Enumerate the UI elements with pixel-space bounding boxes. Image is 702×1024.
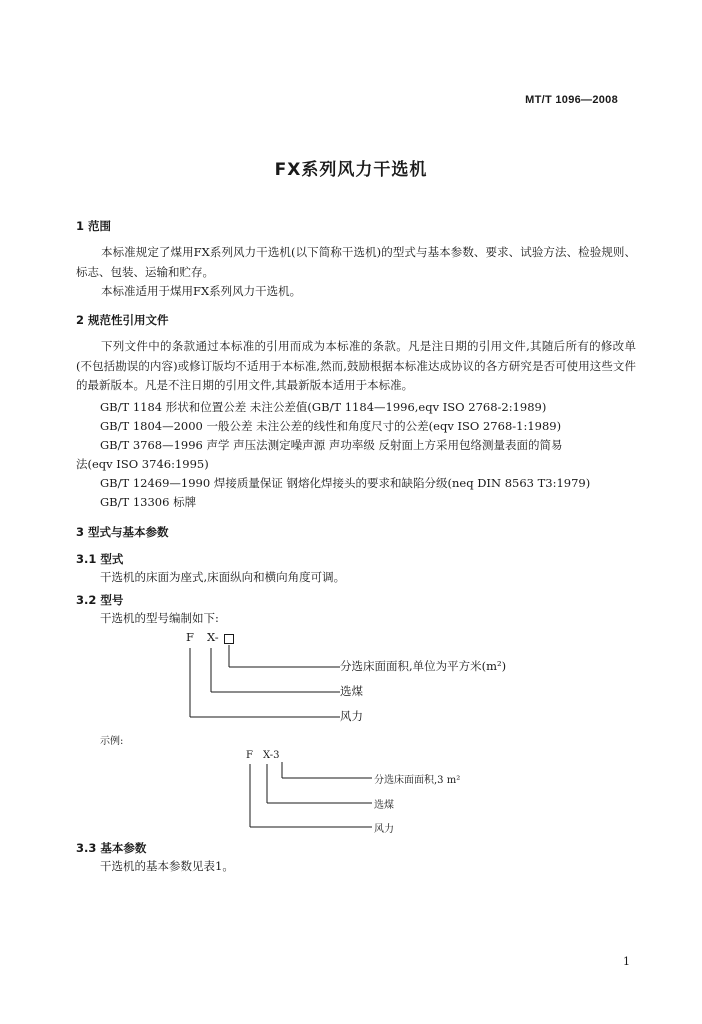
model-label-area: 分选床面面积,单位为平方米(m²): [340, 659, 507, 673]
section-3-1-heading: 3.1 型式: [76, 552, 124, 566]
reference-item-continuation: 法(eqv ISO 3746:1995): [76, 457, 209, 471]
section-3-3-heading: 3.3 基本参数: [76, 841, 147, 855]
model-label-coal: 选煤: [340, 684, 363, 698]
section-1-paragraph-2: 本标准适用于煤用FX系列风力干选机。: [101, 284, 302, 298]
example-label: 示例:: [100, 736, 124, 747]
example-label-wind: 风力: [374, 824, 394, 835]
section-1-paragraph-1: 本标准规定了煤用FX系列风力干选机(以下简称干选机)的型式与基本参数、要求、试验方法、检验规则、标志、包装、运输和贮存。: [76, 245, 636, 279]
section-2-intro: 下列文件中的条款通过本标准的引用而成为本标准的条款。凡是注日期的引用文件,其随后所有的修改单(不包括勘误的内容)或修订版均不适用于本标准,然而,鼓励根据本标准达成协议的各方研究是否可使用这些文件的最新版本。凡是不注日期的引用文件,其最新版本适用于本标准。: [76, 339, 636, 392]
standard-number: MT/T 1096—2008: [525, 94, 618, 106]
example-letter-f: F: [246, 750, 253, 761]
model-letter-f: F: [186, 630, 194, 644]
model-label-wind: 风力: [340, 709, 363, 723]
section-3-1-text: 干选机的床面为座式,床面纵向和横向角度可调。: [100, 570, 346, 584]
model-letter-x: X-: [207, 630, 219, 644]
document-title: FX系列风力干选机: [274, 160, 428, 180]
section-1-heading: 1 范围: [76, 219, 112, 233]
section-3-2-heading: 3.2 型号: [76, 593, 124, 607]
section-3-2-text: 干选机的型号编制如下:: [100, 611, 219, 625]
example-letter-x: X-3: [263, 750, 280, 761]
reference-item: GB/T 1184 形状和位置公差 未注公差值(GB/T 1184—1996,eqv ISO 2768-2:1989): [100, 400, 547, 414]
example-label-area: 分选床面面积,3 m²: [374, 775, 461, 786]
section-3-heading: 3 型式与基本参数: [76, 525, 169, 539]
reference-item: GB/T 1804—2000 一般公差 未注公差的线性和角度尺寸的公差(eqv ISO 2768-1:1989): [100, 419, 562, 433]
reference-item: GB/T 12469—1990 焊接质量保证 钢熔化焊接头的要求和缺陷分级(neq DIN 8563 T3:1979): [100, 476, 591, 490]
section-2-heading: 2 规范性引用文件: [76, 313, 169, 327]
reference-item: GB/T 3768—1996 声学 声压法测定噪声源 声功率级 反射面上方采用包络测量表面的简易: [100, 438, 563, 452]
page-number: 1: [623, 955, 630, 968]
section-3-3-text: 干选机的基本参数见表1。: [100, 859, 234, 873]
example-label-coal: 选煤: [374, 800, 394, 811]
reference-item: GB/T 13306 标牌: [100, 495, 197, 509]
